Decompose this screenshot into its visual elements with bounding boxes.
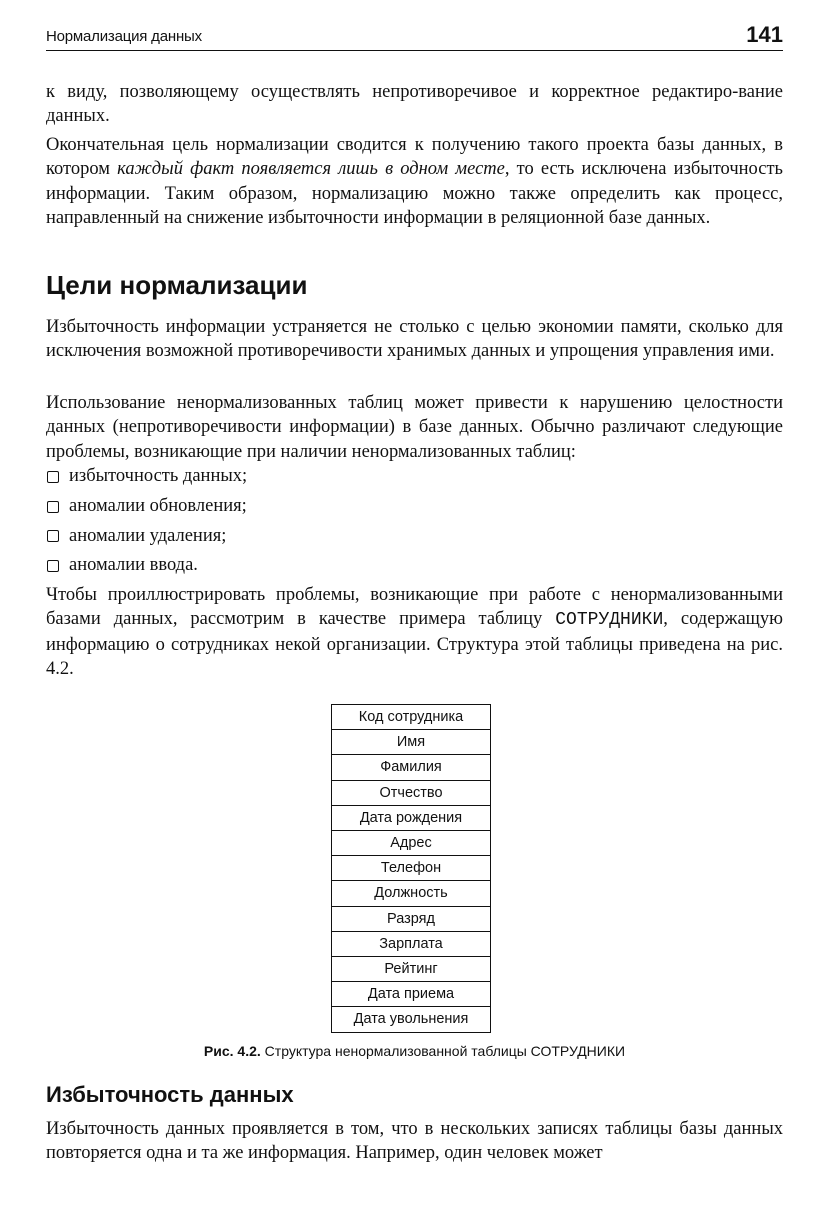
list-item-text: аномалии ввода. bbox=[69, 555, 198, 576]
paragraph-goal-emphasis: каждый факт появляется лишь в одном месте bbox=[117, 159, 505, 180]
paragraph-redundancy-definition: Избыточность данных проявляется в том, что в нескольких записях таблицы базы данных повторяется одна и та же информация. Например, один человек может bbox=[46, 1119, 783, 1164]
paragraph-intro: к виду, позволяющему осуществлять непротиворечивое и корректное редактиро-вание данных. bbox=[46, 82, 783, 127]
table-name-code: СОТРУДНИКИ bbox=[555, 610, 664, 631]
list-item-text: аномалии обновления; bbox=[69, 495, 247, 516]
checkbox-bullet-icon bbox=[47, 501, 59, 513]
table-field: Дата увольнения bbox=[353, 1011, 469, 1028]
checkbox-bullet-icon bbox=[47, 530, 59, 542]
page-header bbox=[46, 22, 783, 51]
table-field: Фамилия bbox=[332, 755, 490, 780]
paragraph-goal-start: Окончательная цель нормализации сводится к получению такого проекта базы данных, в котором bbox=[46, 135, 783, 180]
table-field: Код сотрудника bbox=[332, 705, 490, 730]
paragraph-example-end: , содержащую информацию о сотрудниках некой организации. Структура этой таблицы приведена на рис. 4.2. bbox=[46, 609, 783, 679]
list-item bbox=[46, 462, 783, 492]
list-item-text: аномалии удаления; bbox=[69, 525, 227, 546]
table-field: Разряд bbox=[332, 907, 490, 932]
paragraph-example-start: Чтобы проиллюстрировать проблемы, возникающие при работе с ненормализованными базами данных, рассмотрим в качестве примера таблицу bbox=[46, 585, 783, 630]
table-field: Должность bbox=[332, 881, 490, 906]
checkbox-bullet-icon bbox=[47, 471, 59, 483]
page-number: 141 bbox=[746, 22, 783, 47]
checkbox-bullet-icon bbox=[47, 560, 59, 572]
paragraph-goal bbox=[46, 133, 783, 230]
table-field: Адрес bbox=[332, 831, 490, 856]
figure-caption-label: Рис. 4.2. bbox=[203, 1043, 261, 1059]
figure-caption-text: Структура ненормализованной таблицы СОТРУДНИКИ bbox=[260, 1043, 626, 1059]
figure-caption bbox=[0, 1043, 829, 1059]
list-item-text: избыточность данных; bbox=[69, 466, 248, 486]
paragraph-goal-end: , то есть исключена избыточность информации. Таким образом, нормализацию можно также определить как процесс, направленный на снижение избыточности информации в реляционной базе данных. bbox=[46, 159, 783, 228]
table-field: Зарплата bbox=[332, 932, 490, 957]
problems-list bbox=[46, 462, 783, 581]
paragraph-unnormalized-problems: Использование ненормализованных таблиц может привести к нарушению целостности данных (непротиворечивости информации) в базе данных. Обычно различают следующие проблемы, возникающие при наличии ненормализованных таблиц: bbox=[46, 393, 783, 462]
list-item bbox=[46, 551, 783, 581]
table-field: Имя bbox=[332, 730, 490, 755]
running-head-section: Нормализация данных bbox=[46, 28, 202, 45]
list-item bbox=[46, 522, 783, 552]
table-field: Отчество bbox=[332, 781, 490, 806]
table-field: Рейтинг bbox=[332, 957, 490, 982]
heading-data-redundancy: Избыточность данных bbox=[46, 1082, 294, 1107]
paragraph-example-intro bbox=[46, 583, 783, 681]
paragraph-redundancy-purpose: Избыточность информации устраняется не столько с целью экономии памяти, сколько для исключения возможной противоречивости хранимых данных и упрощения управления ими. bbox=[46, 317, 783, 362]
table-field: Дата приема bbox=[332, 982, 490, 1007]
table-field: Телефон bbox=[332, 856, 490, 881]
heading-normalization-goals: Цели нормализации bbox=[46, 270, 308, 300]
table-field: Дата рождения bbox=[332, 806, 490, 831]
figure-table-structure bbox=[331, 704, 491, 1033]
list-item bbox=[46, 492, 783, 522]
